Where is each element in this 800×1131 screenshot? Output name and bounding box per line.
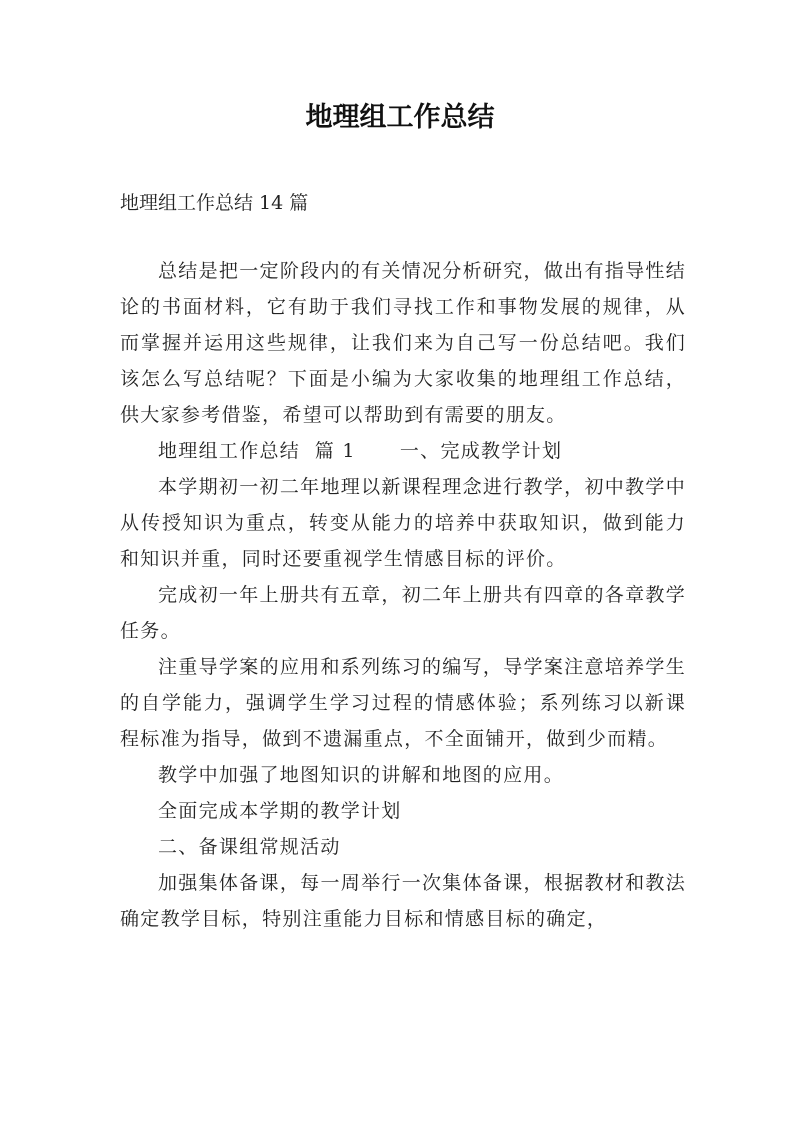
body-paragraph: 教学中加强了地图知识的讲解和地图的应用。 bbox=[158, 764, 565, 786]
body-paragraph: 本学期初一初二年地理以新课程理念进行教学，初中教学中从传授知识为重点，转变从能力的培养中获取知识，做到能力和知识并重，同时还要重视学生情感目标的评价。 bbox=[120, 476, 686, 570]
section-heading-paragraph: 地理组工作总结 篇 1 一、完成教学计划 bbox=[158, 440, 563, 462]
document-title: 地理组工作总结 bbox=[305, 102, 495, 133]
section-heading: 二、备课组常规活动 bbox=[158, 836, 341, 858]
body-paragraph: 完成初一年上册共有五章，初二年上册共有四章的各章教学任务。 bbox=[120, 584, 686, 642]
body-paragraph: 注重导学案的应用和系列练习的编写，导学案注意培养学生的自学能力，强调学生学习过程的情感体验；系列练习以新课程标准为指导，做到不遗漏重点，不全面铺开，做到少而精。 bbox=[120, 656, 686, 750]
document-body bbox=[120, 253, 686, 937]
body-paragraph: 加强集体备课，每一周举行一次集体备课，根据教材和教法确定教学目标，特别注重能力目标和情感目标的确定， bbox=[120, 872, 686, 930]
body-paragraph: 全面完成本学期的教学计划 bbox=[158, 800, 402, 822]
intro-paragraph: 总结是把一定阶段内的有关情况分析研究，做出有指导性结论的书面材料，它有助于我们寻找工作和事物发展的规律，从而掌握并运用这些规律，让我们来为自己写一份总结吧。我们该怎么写总结呢？下面是小编为大家收集的地理组工作总结，供大家参考借鉴，希望可以帮助到有需要的朋友。 bbox=[120, 260, 686, 426]
document-subtitle: 地理组工作总结 14 篇 bbox=[120, 192, 309, 214]
